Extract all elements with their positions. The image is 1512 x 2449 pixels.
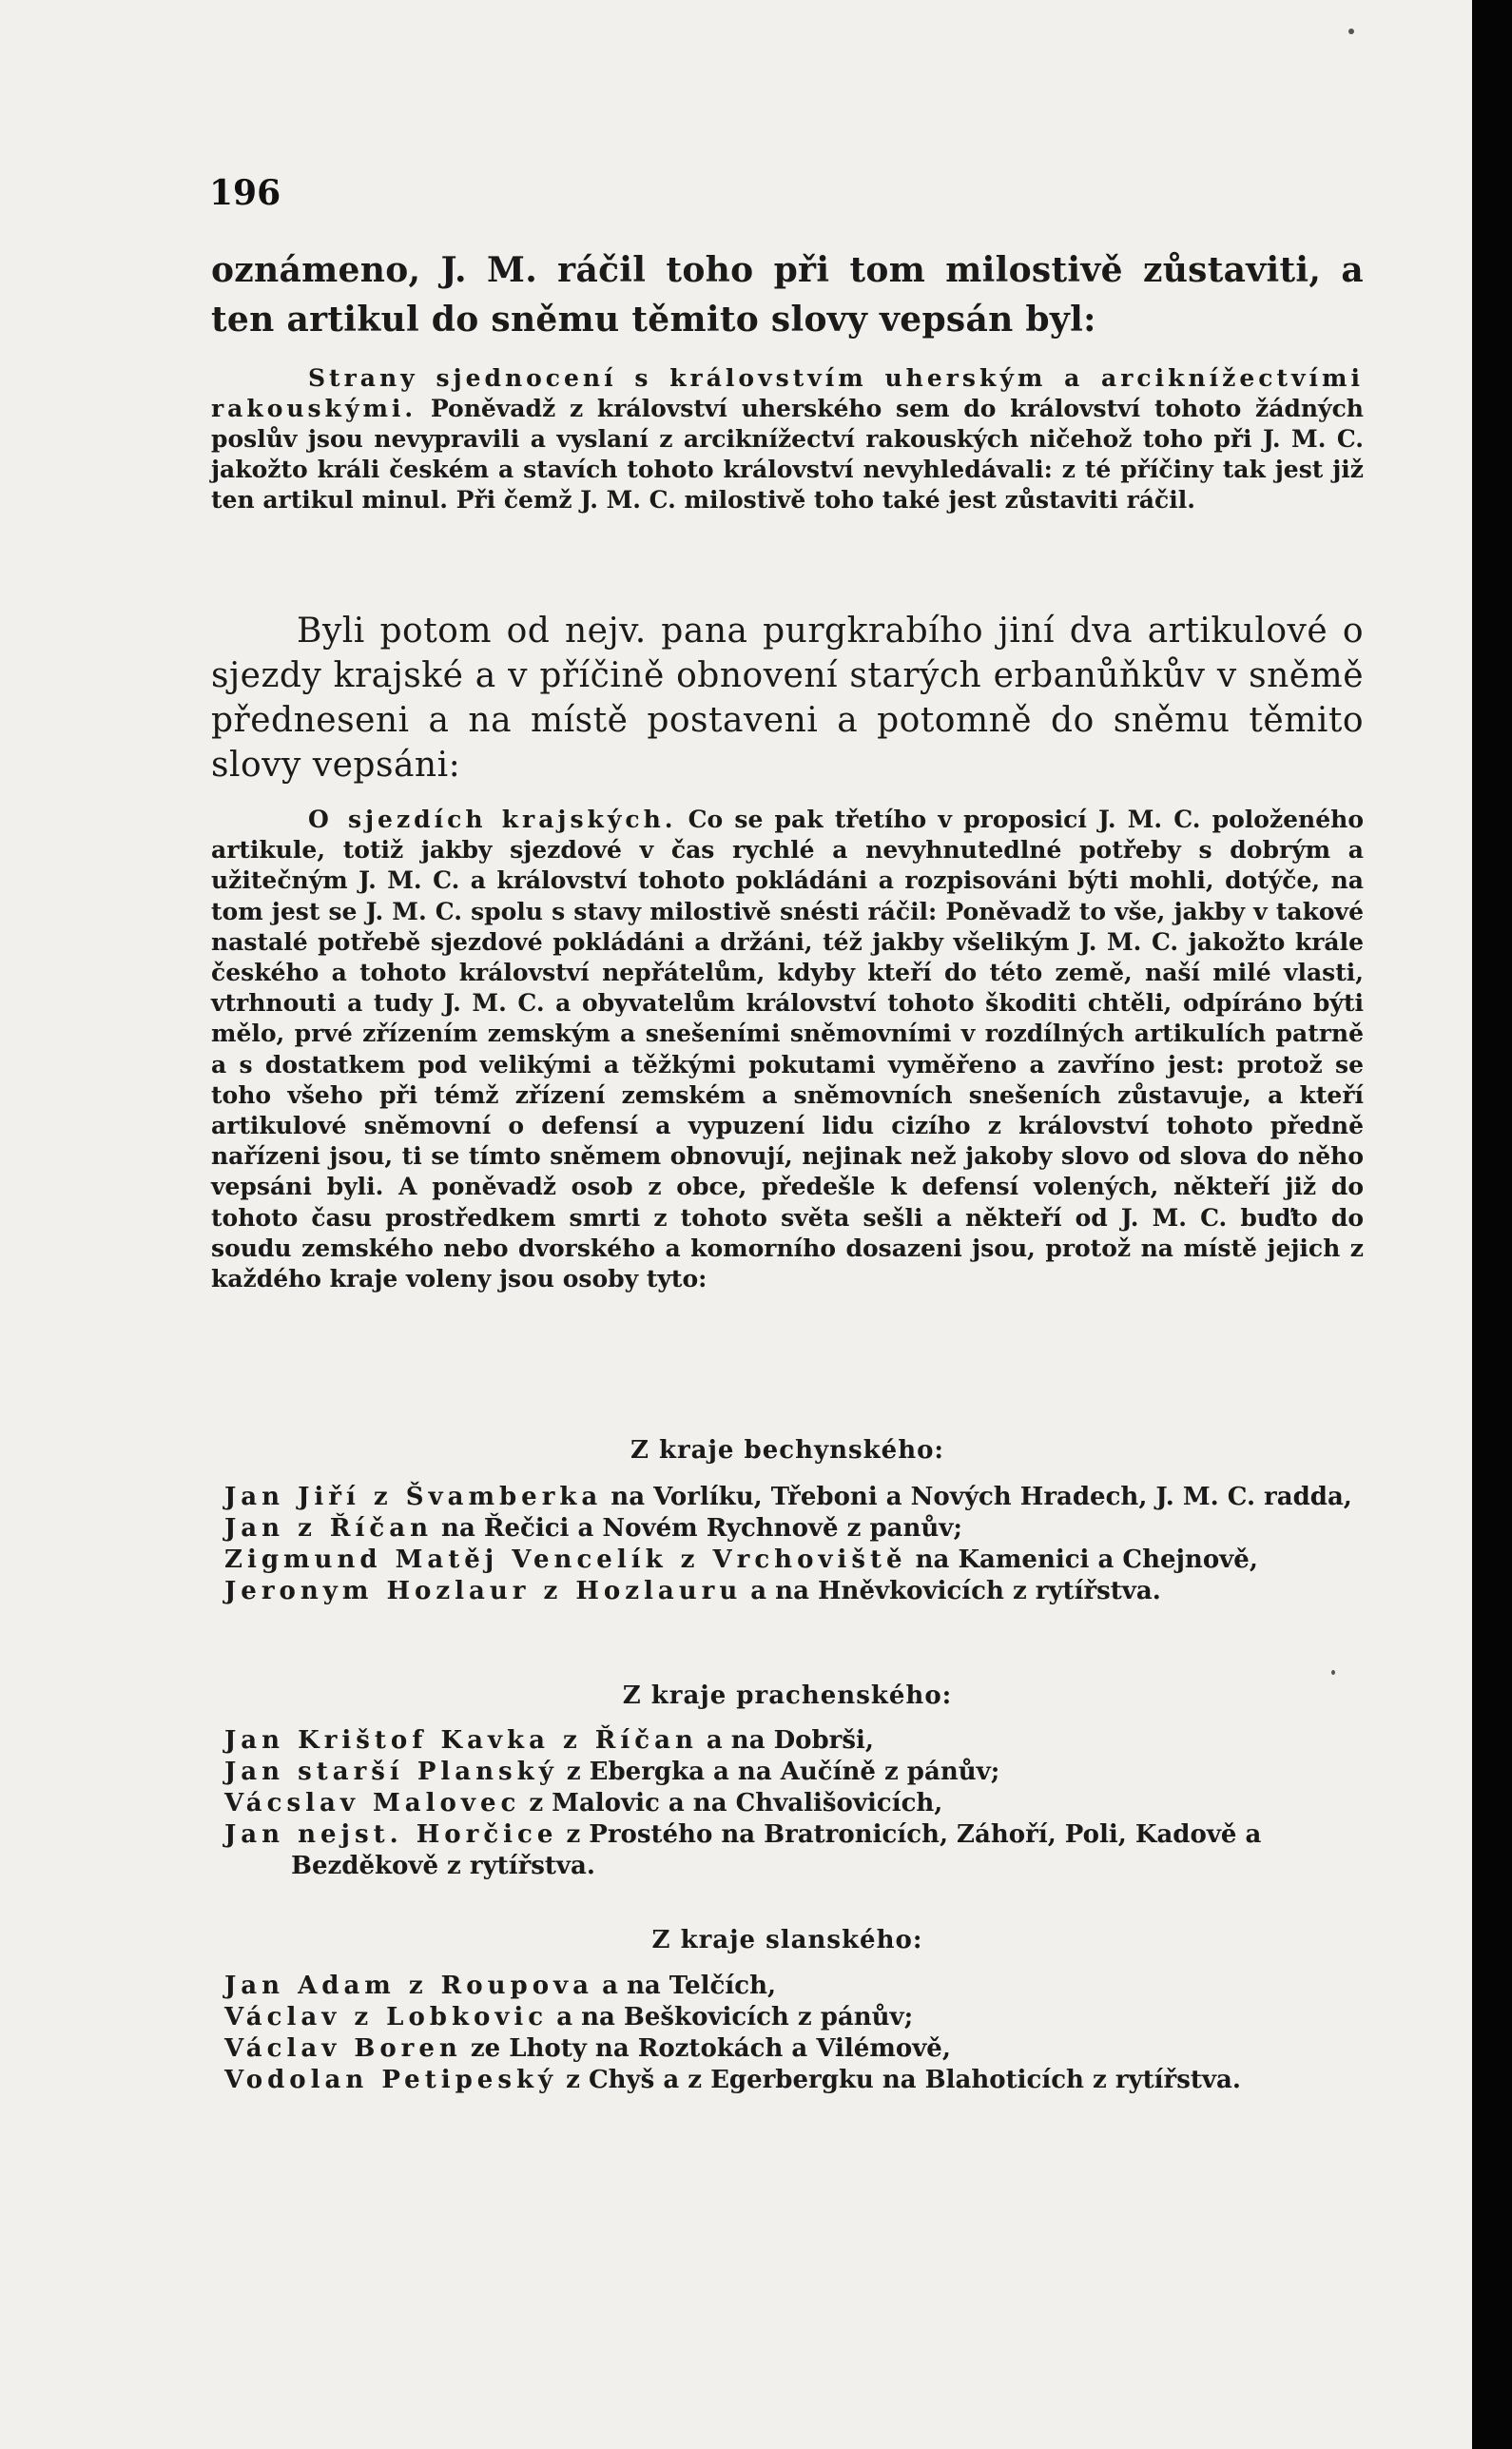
person-detail: a na Beškovicích z pánův; <box>548 2003 914 2031</box>
article-sjezdy <box>211 805 1364 1294</box>
person-detail: a na Dobrši, <box>697 1726 874 1755</box>
person-name: Jan nejst. Horčice <box>224 1820 558 1849</box>
lead-paragraph: oznámeno, J. M. ráčil toho při tom milostivě zůstaviti, a ten artikul do sněmu těmito slovy vepsán byl: <box>211 250 1364 340</box>
person-name: Zigmund Matěj Vencelík z Vrchoviště <box>224 1545 907 1574</box>
page-edge-shadow <box>1472 0 1512 2449</box>
article-sjednoceni-body: Poněvadž z království uherského sem do království tohoto žádných poslův jsou nevypravili a vyslaní z arciknížectví rakouských ničehož toho při J. M. C. jakožto králi českém a stavích tohoto království nevyhledávali: z té příčiny tak jest již ten artikul minul. Při čemž J. M. C. milostivě toho také jest zůstaviti ráčil. <box>211 395 1364 514</box>
person-detail: na Řečici a Novém Rychnově z panův; <box>433 1514 962 1543</box>
person-name: Jan Jiří z Švamberka <box>224 1483 603 1511</box>
list-item <box>224 2065 1364 2096</box>
person-name: Jan starší Planský <box>224 1758 558 1786</box>
article-sjednoceni <box>211 363 1364 515</box>
person-detail: a na Telčích, <box>593 1972 777 2000</box>
person-detail: z Ebergka a na Aučíně z pánův; <box>557 1758 1000 1786</box>
article-sjezdy-body: Co se pak třetího v proposicí J. M. C. položeného artikule, totiž jakby sjezdové v čas rychlé a nevyhnutedlné potřeby s dobrým a užitečným J. M. C. a království tohoto pokládáni a rozpisováni býti mohli, dotýče, na tom jest se J. M. C. spolu s stavy milostivě snésti ráčil: Poněvadž to vše, jakby v takové nastalé potřebě sjezdové pokládáni a držáni, též jakby všelikým J. M. C. jakožto krále českého a tohoto království nepřátelům, kdyby kteří do této země, naší milé vlasti, vtrhnouti a tudy J. M. C. a obyvatelům království tohoto škoditi chtěli, odpíráno býti mělo, prvé zřízením zemským a snešeními sněmovními v rozdílných artikulích patrně a s dostatkem pod velikými a těžkými pokutami vyměřeno a zavříno jest: protož se toho všeho při témž zřízení zemském a sněmovních snešeních zůstavuje, a kteří artikulové sněmovní o defensí a vypuzení lidu cizího z království tohoto předně nařízeni jsou, ti se tímto sněmem obnovují, nejinak než jakoby slovo od slova do něho vepsáni byli. A poněvadž osob z obce, předešle k defensí volených, někteří již do tohoto času prostředkem smrti z tohoto světa sešli a někteří od J. M. C. buďto do soudu zemského nebo dvorského a komorního dosazeni jsou, protož na místě jejich z každého kraje voleny jsou osoby tyto: <box>211 806 1364 1293</box>
list-item <box>224 1513 1364 1545</box>
list-item <box>224 2033 1364 2065</box>
person-name: Václav Boren <box>224 2034 462 2063</box>
person-detail: z Prostého na Bratronicích, Záhoří, Poli, Kadově a Bezděkově z rytířstva. <box>291 1820 1262 1880</box>
article-sjezdy-heading: O sjezdích krajských. <box>308 806 677 833</box>
list-item <box>224 1971 1364 2002</box>
person-detail: a na Hněvkovicích z rytířstva. <box>742 1577 1161 1605</box>
region-heading-slany: Z kraje slanského: <box>651 1926 923 1954</box>
region-heading-prachen: Z kraje prachenského: <box>622 1681 953 1710</box>
list-item <box>224 1757 1364 1788</box>
list-item <box>224 1482 1364 1513</box>
paper-speck <box>1331 1670 1335 1675</box>
list-item <box>224 1725 1364 1757</box>
person-detail: ze Lhoty na Roztokách a Vilémově, <box>461 2034 951 2063</box>
person-detail: z Malovic a na Chvališovicích, <box>520 1789 943 1817</box>
paper-speck <box>1348 29 1354 34</box>
person-name: Jeronym Hozlaur z Hozlauru <box>224 1577 743 1605</box>
persons-list-prachen <box>224 1725 1364 1882</box>
page-number: 196 <box>209 173 281 213</box>
person-detail: na Vorlíku, Třeboni a Nových Hradech, J. M. C. radda, <box>602 1483 1352 1511</box>
person-name: Vácslav Malovec <box>224 1789 521 1817</box>
article-sjednoceni-heading: Strany sjednocení s královstvím uherským a arciknížectvími rakouskými. <box>211 364 1364 422</box>
region-heading-bechyne: Z kraje bechynského: <box>630 1436 945 1465</box>
list-item <box>224 2002 1364 2033</box>
person-name: Jan Adam z Roupova <box>224 1972 594 2000</box>
person-detail: na Kamenici a Chejnově, <box>906 1545 1258 1574</box>
person-detail: z Chyš a z Egerbergku na Blahoticích z rytířstva. <box>557 2066 1241 2094</box>
persons-list-bechyne <box>224 1482 1364 1607</box>
list-item <box>224 1576 1364 1607</box>
middle-paragraph: Byli potom od nejv. pana purgkrabího jiní dva artikulové o sjezdy krajské a v příčině obnovení starých erbanůňkův v sněmě předneseni a na místě postaveni a potomně do sněmu těmito slovy vepsáni: <box>211 612 1364 785</box>
person-name: Václav z Lobkovic <box>224 2003 549 2031</box>
list-item <box>224 1788 1364 1819</box>
persons-list-slany <box>224 1971 1364 2096</box>
person-name: Jan z Říčan <box>224 1514 433 1543</box>
list-item <box>224 1545 1364 1576</box>
person-name: Vodolan Petipeský <box>224 2066 558 2094</box>
person-name: Jan Krištof Kavka z Říčan <box>224 1726 698 1755</box>
list-item <box>224 1819 1364 1882</box>
